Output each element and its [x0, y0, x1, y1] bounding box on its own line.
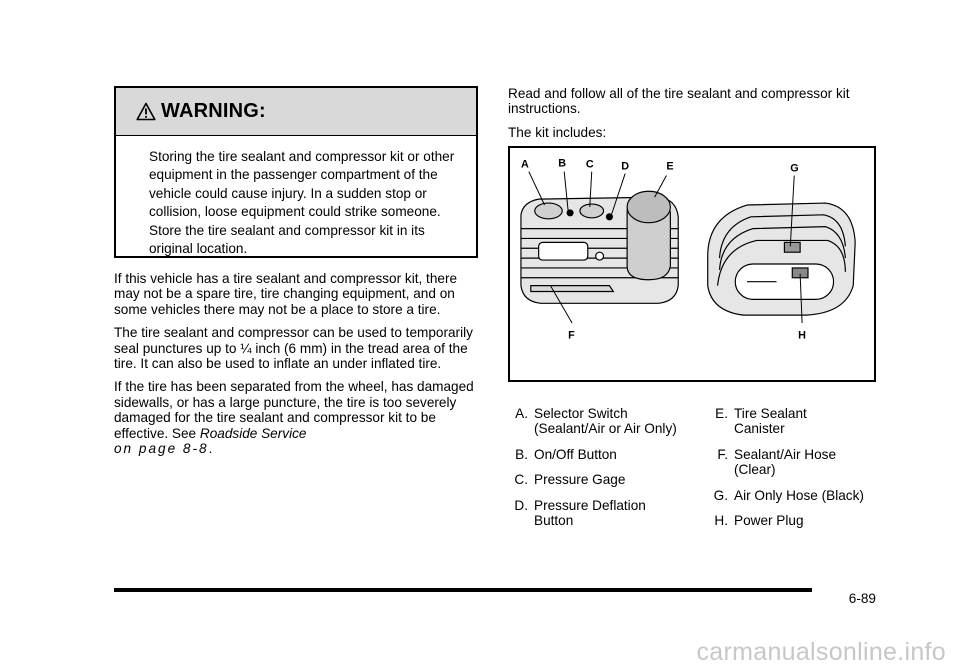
sentence-end: . [208, 441, 213, 457]
legend-letter: G. [713, 487, 728, 503]
severe-damage-text: If the tire has been separated from the wheel, has damaged sidewalls, or has a large puncture, the tire is too severely damaged for the tire sealant and compressor kit to be effective. See [114, 379, 474, 441]
instructions-paragraph: Read and follow all of the tire sealant and compressor kit instructions. [508, 86, 850, 117]
figure-label-b: B [558, 157, 567, 170]
legend-text: Selector Switch (Sealant/Air or Air Only) [534, 406, 677, 437]
legend-item-d [508, 498, 694, 529]
page-number: 6-89 [848, 591, 876, 606]
legend-text: Power Plug [734, 513, 804, 529]
legend-letter: A. [515, 406, 528, 421]
legend-item-c [508, 472, 694, 487]
warning-title: WARNING: [161, 100, 266, 122]
legend-letter: B. [515, 446, 528, 462]
figure-label-a: A [520, 158, 529, 171]
footer-rule [114, 588, 812, 592]
warning-triangle-icon [136, 102, 156, 121]
warning-header [116, 88, 476, 136]
legend-text: Air Only Hose (Black) [734, 487, 864, 503]
paragraph-severe-damage [114, 379, 480, 456]
legend-text: Pressure Deflation Button [534, 497, 646, 529]
legend-right [704, 406, 878, 538]
legend-letter: H. [714, 513, 728, 529]
legend-letter: C. [514, 472, 528, 488]
legend-item-e [704, 406, 878, 437]
figure-label-g: G [790, 162, 799, 175]
figure-label-f: F [568, 329, 575, 342]
legend-item-f [704, 447, 878, 478]
compressor-unit [521, 191, 678, 303]
right-column [508, 86, 878, 148]
legend-item-b [508, 447, 694, 462]
figure-label-e: E [666, 160, 674, 173]
paragraph-no-spare: If this vehicle has a tire sealant and compressor kit, there may not be a spare tire, tire changing equipment, and on some vehicles there may not be a place to store a tire. [114, 271, 458, 317]
compressor-kit-illustration [510, 148, 874, 380]
page-reference[interactable]: on page 8-8 [114, 441, 209, 457]
legend-text: On/Off Button [534, 446, 617, 462]
warning-box [114, 86, 478, 258]
legend-letter: E. [715, 406, 728, 421]
legend-text: Sealant/Air Hose (Clear) [734, 446, 837, 478]
kit-figure [508, 146, 876, 382]
figure-label-d: D [621, 160, 630, 173]
legend-item-g [704, 488, 878, 503]
paragraph-seal-punctures: The tire sealant and compressor can be used to temporarily seal punctures up to ¼ inch (6 mm) in the tread area of the tire. It can also be used to inflate an under inflated tire. [114, 325, 473, 372]
legend-left [508, 406, 694, 538]
legend-item-h [704, 513, 878, 528]
legend-text: Tire Sealant Canister [734, 406, 807, 437]
figure-label-h: H [798, 329, 806, 342]
watermark: carmanualsonline.info [696, 638, 946, 666]
legend-letter: D. [514, 497, 528, 513]
warning-text [116, 136, 476, 258]
kit-includes-label: The kit includes: [508, 124, 607, 140]
roadside-service-link[interactable]: Roadside Service [199, 425, 307, 441]
legend-letter: F. [717, 446, 728, 462]
left-column [114, 271, 480, 464]
warning-paragraph: Storing the tire sealant and compressor kit or other equipment in the passenger compartment of the vehicle could cause injury. In a sudden stop or collision, loose equipment could strike someone. Store the tire sealant and compressor kit in its original location. [149, 149, 455, 257]
figure-label-c: C [585, 158, 594, 171]
legend-item-a [508, 406, 694, 437]
compressor-back-view [708, 203, 855, 315]
legend-text: Pressure Gage [534, 472, 626, 488]
